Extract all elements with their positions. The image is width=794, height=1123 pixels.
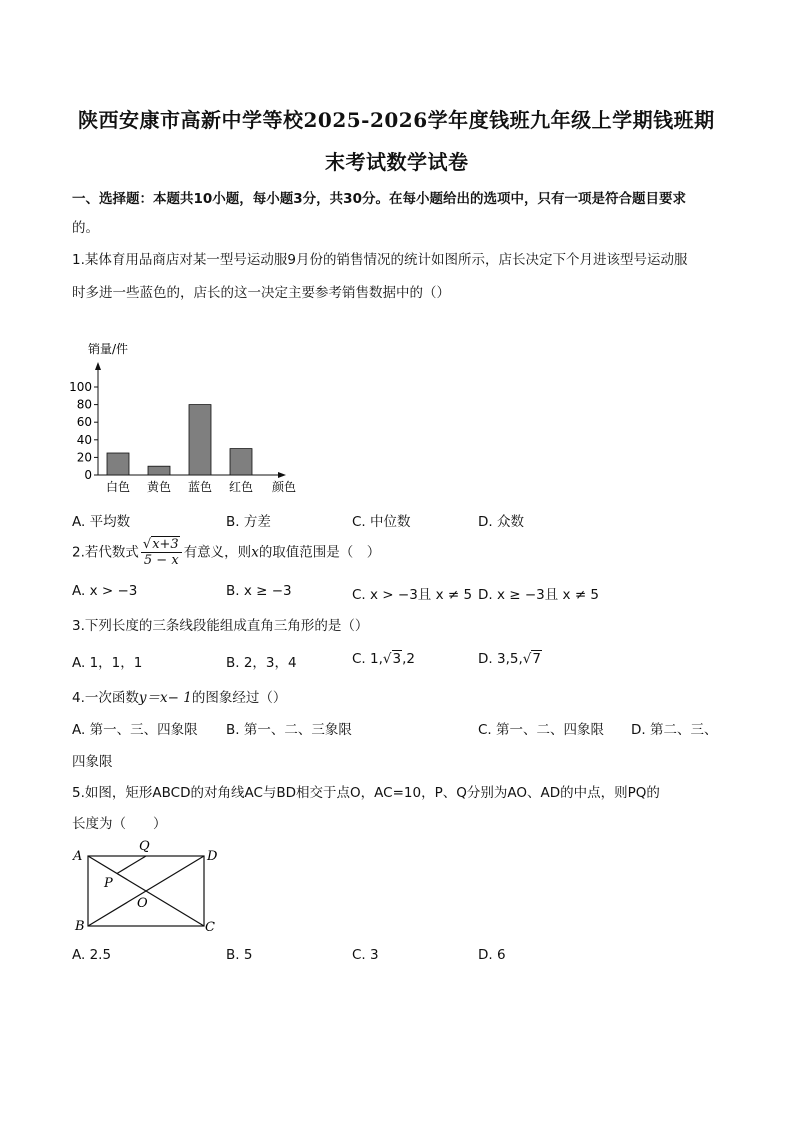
chart-xlabel: 颜色 bbox=[272, 480, 297, 494]
q2-suffix-a: 有意义，则 bbox=[183, 544, 252, 561]
y-tick-label: 80 bbox=[76, 397, 92, 412]
q1-option-b[interactable]: B. 方差 bbox=[226, 514, 271, 530]
q5-option-a[interactable]: A. 2.5 bbox=[72, 947, 112, 963]
q4-option-d-wrap: 四象限 bbox=[72, 754, 113, 770]
q3-option-b[interactable]: B. 2，3，4 bbox=[226, 655, 297, 671]
label-p: P bbox=[104, 876, 113, 891]
q2-var: x bbox=[251, 544, 259, 561]
q3-option-c-label: C. 1, bbox=[352, 651, 383, 667]
q3-option-a[interactable]: A. 1，1，1 bbox=[72, 655, 143, 671]
q3-option-d-label: D. 3,5, bbox=[478, 651, 523, 667]
q4-option-a[interactable]: A. 第一、三、四象限 bbox=[72, 722, 198, 738]
q1-option-a[interactable]: A. 平均数 bbox=[72, 514, 131, 530]
q2-option-b[interactable]: B. x ≥ −3 bbox=[226, 583, 292, 599]
q2-suffix-b: 的取值范围是（ ） bbox=[258, 544, 381, 561]
bar-2 bbox=[189, 405, 211, 475]
q2-option-c[interactable]: C. x > −3且 x ≠ 5 bbox=[352, 587, 473, 603]
q1-text-line1: 1.某体育用品商店对某一型号运动服9月份的销售情况的统计如图所示，店长决定下个月进该型号运动服 bbox=[72, 252, 688, 268]
q2-fraction: $\frac{√x+3}{5 - x}$ bbox=[141, 537, 182, 568]
label-c: C bbox=[205, 920, 215, 935]
x-axis-arrow bbox=[278, 472, 286, 478]
q5-option-d[interactable]: D. 6 bbox=[478, 947, 506, 963]
q3-option-c[interactable]: C. 1,√3,2 bbox=[352, 651, 415, 667]
section-header: 一、选择题：本题共10小题，每小题3分，共30分。在每小题给出的选项中，只有一项是符合题目要求 bbox=[72, 191, 686, 207]
label-b: B bbox=[75, 919, 85, 934]
q4-prefix: 4.一次函数 bbox=[72, 690, 139, 706]
q1-option-c[interactable]: C. 中位数 bbox=[352, 514, 411, 530]
label-a: A bbox=[73, 849, 83, 864]
page-title-line2: 末考试数学试卷 bbox=[325, 150, 469, 174]
label-q: Q bbox=[139, 839, 150, 854]
y-tick-label: 100 bbox=[69, 380, 92, 394]
section-header-cont: 的。 bbox=[72, 220, 99, 236]
page-title-line1: 陕西安康市高新中学等校2025-2026学年度钱班九年级上学期钱班期 bbox=[78, 108, 715, 132]
bar-3 bbox=[230, 449, 252, 475]
q5-text-line2: 长度为（ ） bbox=[72, 816, 167, 832]
q3-option-c-sqrt: 3 bbox=[392, 651, 402, 667]
y-tick-label: 0 bbox=[84, 468, 92, 482]
label-d: D bbox=[207, 849, 218, 864]
q2-option-d[interactable]: D. x ≥ −3且 x ≠ 5 bbox=[478, 587, 600, 603]
q3-option-d-sqrt: 7 bbox=[532, 651, 541, 667]
q4-option-b[interactable]: B. 第一、二、三象限 bbox=[226, 722, 352, 738]
chart-ylabel: 销量/件 bbox=[88, 342, 129, 356]
y-axis-arrow bbox=[95, 362, 101, 370]
q1-text-line2: 时多进一些蓝色的，店长的这一决定主要参考销售数据中的（） bbox=[72, 285, 450, 301]
label-o: O bbox=[137, 896, 148, 911]
segment-pq bbox=[117, 856, 146, 874]
q3-option-c-tail: ,2 bbox=[402, 651, 415, 667]
y-tick-label: 60 bbox=[76, 415, 92, 430]
q4-option-c[interactable]: C. 第一、二、四象限 bbox=[478, 722, 605, 738]
q1-option-d[interactable]: D. 众数 bbox=[478, 514, 524, 530]
bar-0 bbox=[107, 453, 129, 475]
q2-frac-num: x+3 bbox=[152, 537, 179, 552]
q4-text bbox=[72, 686, 286, 706]
q2-frac-den: 5 − x bbox=[143, 553, 179, 568]
q4-expr: y＝x− 1 bbox=[138, 690, 192, 706]
q5-option-b[interactable]: B. 5 bbox=[226, 947, 253, 963]
q5-text-line1: 5.如图，矩形ABCD的对角线AC与BD相交于点O，AC=10，P、Q分别为AO、AD的中点，则PQ的 bbox=[72, 785, 660, 801]
bar-1 bbox=[148, 466, 170, 475]
y-tick-label: 40 bbox=[76, 432, 92, 447]
q4-suffix: 的图象经过（） bbox=[191, 690, 287, 706]
q3-option-d[interactable]: D. 3,5,√7 bbox=[478, 651, 541, 667]
q5-option-c[interactable]: C. 3 bbox=[352, 947, 379, 963]
category-label-3: 红色 bbox=[228, 480, 254, 494]
q2-prefix: 2.若代数式 bbox=[72, 544, 139, 561]
y-tick-label: 20 bbox=[76, 450, 92, 465]
q4-option-d[interactable]: D. 第二、三、 bbox=[631, 722, 718, 738]
rectangle-figure bbox=[68, 836, 228, 938]
q2-text bbox=[72, 537, 380, 568]
q3-text: 3.下列长度的三条线段能组成直角三角形的是（） bbox=[72, 618, 369, 634]
q2-option-a[interactable]: A. x > −3 bbox=[72, 583, 138, 599]
sales-bar-chart bbox=[60, 335, 320, 500]
category-label-2: 蓝色 bbox=[187, 480, 213, 494]
category-label-1: 黄色 bbox=[146, 480, 172, 494]
category-label-0: 白色 bbox=[105, 480, 131, 494]
